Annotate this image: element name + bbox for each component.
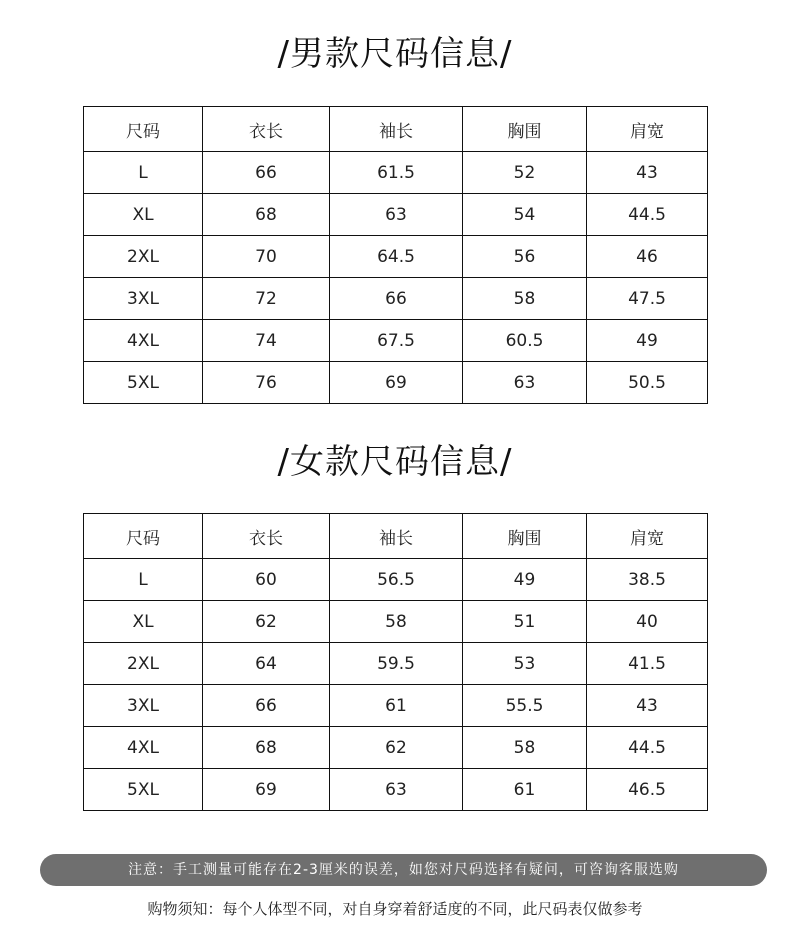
women-size-title: /女款尺码信息/ — [277, 442, 513, 482]
header-chest: 胸围 — [463, 107, 587, 152]
table-row — [84, 727, 708, 769]
cell-size: 4XL — [84, 320, 203, 362]
cell-length: 74 — [203, 320, 330, 362]
cell-chest: 61 — [463, 769, 587, 811]
cell-chest: 51 — [463, 601, 587, 643]
cell-size: 2XL — [84, 643, 203, 685]
cell-chest: 53 — [463, 643, 587, 685]
cell-sleeve: 62 — [330, 727, 463, 769]
cell-shoulder: 38.5 — [587, 559, 708, 601]
cell-length: 68 — [203, 194, 330, 236]
cell-size: 5XL — [84, 769, 203, 811]
cell-length: 66 — [203, 685, 330, 727]
cell-length: 64 — [203, 643, 330, 685]
cell-sleeve: 61.5 — [330, 152, 463, 194]
cell-chest: 58 — [463, 278, 587, 320]
cell-sleeve: 63 — [330, 769, 463, 811]
cell-chest: 56 — [463, 236, 587, 278]
cell-shoulder: 46 — [587, 236, 708, 278]
table-row — [84, 320, 708, 362]
cell-sleeve: 56.5 — [330, 559, 463, 601]
cell-shoulder: 43 — [587, 685, 708, 727]
header-chest: 胸围 — [463, 514, 587, 559]
header-size: 尺码 — [84, 514, 203, 559]
cell-size: 2XL — [84, 236, 203, 278]
cell-length: 69 — [203, 769, 330, 811]
cell-size: XL — [84, 194, 203, 236]
header-size: 尺码 — [84, 107, 203, 152]
header-shoulder: 肩宽 — [587, 107, 708, 152]
cell-length: 62 — [203, 601, 330, 643]
cell-shoulder: 44.5 — [587, 194, 708, 236]
cell-sleeve: 66 — [330, 278, 463, 320]
table-row — [84, 194, 708, 236]
table-row — [84, 278, 708, 320]
table-row — [84, 769, 708, 811]
cell-chest: 54 — [463, 194, 587, 236]
table-row — [84, 601, 708, 643]
shopping-notice: 购物须知：每个人体型不同，对自身穿着舒适度的不同，此尺码表仅做参考 — [147, 900, 643, 918]
table-header-row — [84, 514, 708, 559]
cell-sleeve: 61 — [330, 685, 463, 727]
table-row — [84, 362, 708, 404]
cell-size: L — [84, 152, 203, 194]
table-header-row — [84, 107, 708, 152]
women-size-table — [83, 513, 708, 811]
cell-shoulder: 50.5 — [587, 362, 708, 404]
men-size-title: /男款尺码信息/ — [277, 34, 513, 74]
header-sleeve: 袖长 — [330, 107, 463, 152]
cell-sleeve: 69 — [330, 362, 463, 404]
cell-chest: 55.5 — [463, 685, 587, 727]
cell-size: XL — [84, 601, 203, 643]
cell-size: 3XL — [84, 685, 203, 727]
cell-length: 70 — [203, 236, 330, 278]
table-row — [84, 236, 708, 278]
header-length: 衣长 — [203, 107, 330, 152]
cell-chest: 49 — [463, 559, 587, 601]
cell-chest: 60.5 — [463, 320, 587, 362]
cell-shoulder: 49 — [587, 320, 708, 362]
table-row — [84, 152, 708, 194]
cell-chest: 58 — [463, 727, 587, 769]
header-sleeve: 袖长 — [330, 514, 463, 559]
table-row — [84, 643, 708, 685]
cell-shoulder: 40 — [587, 601, 708, 643]
header-length: 衣长 — [203, 514, 330, 559]
cell-chest: 63 — [463, 362, 587, 404]
cell-sleeve: 64.5 — [330, 236, 463, 278]
men-size-table — [83, 106, 708, 404]
cell-shoulder: 43 — [587, 152, 708, 194]
cell-shoulder: 47.5 — [587, 278, 708, 320]
cell-sleeve: 63 — [330, 194, 463, 236]
cell-shoulder: 44.5 — [587, 727, 708, 769]
cell-shoulder: 46.5 — [587, 769, 708, 811]
cell-sleeve: 58 — [330, 601, 463, 643]
cell-length: 76 — [203, 362, 330, 404]
cell-length: 60 — [203, 559, 330, 601]
cell-length: 72 — [203, 278, 330, 320]
cell-size: 5XL — [84, 362, 203, 404]
cell-shoulder: 41.5 — [587, 643, 708, 685]
cell-sleeve: 59.5 — [330, 643, 463, 685]
table-row — [84, 559, 708, 601]
table-row — [84, 685, 708, 727]
cell-length: 68 — [203, 727, 330, 769]
cell-size: 3XL — [84, 278, 203, 320]
cell-size: 4XL — [84, 727, 203, 769]
cell-sleeve: 67.5 — [330, 320, 463, 362]
header-shoulder: 肩宽 — [587, 514, 708, 559]
cell-size: L — [84, 559, 203, 601]
measurement-notice: 注意：手工测量可能存在2-3厘米的误差，如您对尺码选择有疑问，可咨询客服选购 — [40, 854, 767, 886]
cell-length: 66 — [203, 152, 330, 194]
cell-chest: 52 — [463, 152, 587, 194]
